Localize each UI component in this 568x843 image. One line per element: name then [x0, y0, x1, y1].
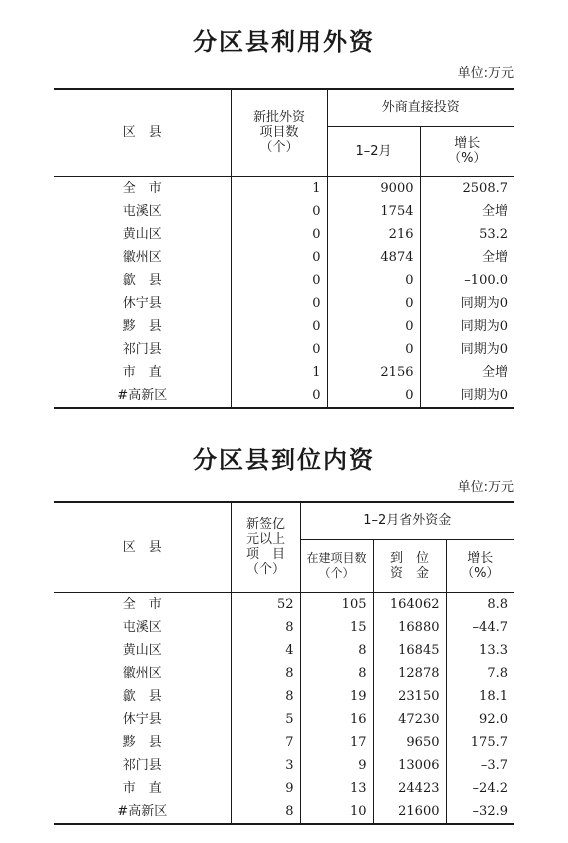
funds-cell: 13006: [373, 754, 446, 777]
funds-cell: 47230: [373, 708, 446, 731]
new-signed-cell: 4: [231, 639, 300, 662]
growth-cell: 同期为0: [420, 384, 514, 408]
region-cell: 歙 县: [54, 269, 231, 292]
region-cell: 屯溪区: [54, 200, 231, 223]
table-row: [54, 269, 514, 292]
region-cell: 祁门县: [54, 754, 231, 777]
region-cell: 休宁县: [54, 708, 231, 731]
funds-cell: 23150: [373, 685, 446, 708]
fdi-value-cell: 0: [327, 338, 420, 361]
region-cell: 黟 县: [54, 315, 231, 338]
region-cell: 黄山区: [54, 639, 231, 662]
new-projects-cell: 0: [231, 315, 327, 338]
region-cell: 黄山区: [54, 223, 231, 246]
table-row: [54, 315, 514, 338]
new-signed-cell: 9: [231, 777, 300, 800]
table-row: [54, 176, 514, 200]
fdi-value-cell: 216: [327, 223, 420, 246]
new-signed-cell: 8: [231, 616, 300, 639]
growth-cell: 8.8: [446, 592, 514, 616]
under-construction-cell: 8: [300, 639, 373, 662]
new-projects-cell: 0: [231, 338, 327, 361]
table-row: [54, 223, 514, 246]
table-row: [54, 200, 514, 223]
growth-cell: –3.7: [446, 754, 514, 777]
new-signed-cell: 5: [231, 708, 300, 731]
growth-cell: 175.7: [446, 731, 514, 754]
growth-cell: 同期为0: [420, 292, 514, 315]
region-cell: 休宁县: [54, 292, 231, 315]
growth-cell: 全增: [420, 246, 514, 269]
table2-unit: 单位:万元: [457, 480, 514, 495]
fdi-value-cell: 0: [327, 384, 420, 408]
header-funds: 到 位 资 金: [373, 539, 446, 592]
growth-cell: 13.3: [446, 639, 514, 662]
header-period: 1–2月: [327, 126, 420, 176]
new-signed-cell: 52: [231, 592, 300, 616]
fdi-value-cell: 2156: [327, 361, 420, 384]
table-row: [54, 246, 514, 269]
new-projects-cell: 0: [231, 246, 327, 269]
growth-cell: 18.1: [446, 685, 514, 708]
region-cell: 黟 县: [54, 731, 231, 754]
region-cell: 全 市: [54, 176, 231, 200]
fdi-value-cell: 4874: [327, 246, 420, 269]
new-signed-cell: 8: [231, 685, 300, 708]
table1-unit: 单位:万元: [457, 66, 514, 81]
table-row: [54, 384, 514, 408]
under-construction-cell: 16: [300, 708, 373, 731]
new-projects-cell: 1: [231, 176, 327, 200]
fdi-value-cell: 0: [327, 292, 420, 315]
table-row: [54, 292, 514, 315]
header-fdi-group: 外商直接投资: [327, 89, 514, 126]
growth-cell: 同期为0: [420, 338, 514, 361]
header-new-projects: 新批外资 项目数 （个）: [231, 89, 327, 176]
new-projects-cell: 0: [231, 384, 327, 408]
under-construction-cell: 17: [300, 731, 373, 754]
under-construction-cell: 10: [300, 800, 373, 824]
domestic-capital-table-body: [54, 592, 514, 824]
header-growth: 增长 （%）: [420, 126, 514, 176]
header-new-signed: 新签亿 元以上 项 目 （个）: [231, 502, 300, 592]
fdi-value-cell: 9000: [327, 176, 420, 200]
table1-title: 分区县利用外资: [193, 28, 375, 56]
growth-cell: –44.7: [446, 616, 514, 639]
under-construction-cell: 19: [300, 685, 373, 708]
new-projects-cell: 1: [231, 361, 327, 384]
growth-cell: –100.0: [420, 269, 514, 292]
funds-cell: 16880: [373, 616, 446, 639]
fdi-value-cell: 0: [327, 315, 420, 338]
growth-cell: 全增: [420, 200, 514, 223]
growth-cell: 2508.7: [420, 176, 514, 200]
table-row: [54, 754, 514, 777]
fdi-table-body: [54, 176, 514, 408]
new-signed-cell: 3: [231, 754, 300, 777]
table-row: [54, 361, 514, 384]
funds-cell: 12878: [373, 662, 446, 685]
growth-cell: 53.2: [420, 223, 514, 246]
region-cell: 全 市: [54, 592, 231, 616]
region-cell: 歙 县: [54, 685, 231, 708]
under-construction-cell: 8: [300, 662, 373, 685]
fdi-table: [54, 88, 514, 409]
table-row: [54, 708, 514, 731]
table-row: [54, 777, 514, 800]
under-construction-cell: 9: [300, 754, 373, 777]
funds-cell: 16845: [373, 639, 446, 662]
funds-cell: 164062: [373, 592, 446, 616]
region-cell: #高新区: [54, 800, 231, 824]
funds-cell: 9650: [373, 731, 446, 754]
growth-cell: 同期为0: [420, 315, 514, 338]
header-under-construction: 在建项目数 （个）: [300, 539, 373, 592]
under-construction-cell: 105: [300, 592, 373, 616]
growth-cell: 92.0: [446, 708, 514, 731]
table-row: [54, 616, 514, 639]
table-row: [54, 338, 514, 361]
table-row: [54, 639, 514, 662]
table-row: [54, 592, 514, 616]
region-cell: 徽州区: [54, 662, 231, 685]
region-cell: 屯溪区: [54, 616, 231, 639]
under-construction-cell: 13: [300, 777, 373, 800]
new-projects-cell: 0: [231, 223, 327, 246]
region-cell: 市 直: [54, 361, 231, 384]
funds-cell: 24423: [373, 777, 446, 800]
growth-cell: 7.8: [446, 662, 514, 685]
region-cell: 徽州区: [54, 246, 231, 269]
table-row: [54, 662, 514, 685]
region-cell: #高新区: [54, 384, 231, 408]
header-region: 区 县: [54, 502, 231, 592]
region-cell: 祁门县: [54, 338, 231, 361]
header-funds-group: 1–2月省外资金: [300, 502, 514, 539]
new-projects-cell: 0: [231, 200, 327, 223]
fdi-value-cell: 0: [327, 269, 420, 292]
header-region: 区 县: [54, 89, 231, 176]
table-row: [54, 685, 514, 708]
header-growth: 增长 （%）: [446, 539, 514, 592]
table-row: [54, 800, 514, 824]
under-construction-cell: 15: [300, 616, 373, 639]
new-projects-cell: 0: [231, 269, 327, 292]
funds-cell: 21600: [373, 800, 446, 824]
region-cell: 市 直: [54, 777, 231, 800]
growth-cell: 全增: [420, 361, 514, 384]
domestic-capital-table: [54, 501, 514, 825]
table2-title: 分区县到位内资: [193, 446, 375, 474]
growth-cell: –24.2: [446, 777, 514, 800]
table-row: [54, 731, 514, 754]
growth-cell: –32.9: [446, 800, 514, 824]
fdi-value-cell: 1754: [327, 200, 420, 223]
new-signed-cell: 8: [231, 662, 300, 685]
new-signed-cell: 7: [231, 731, 300, 754]
new-projects-cell: 0: [231, 292, 327, 315]
new-signed-cell: 8: [231, 800, 300, 824]
